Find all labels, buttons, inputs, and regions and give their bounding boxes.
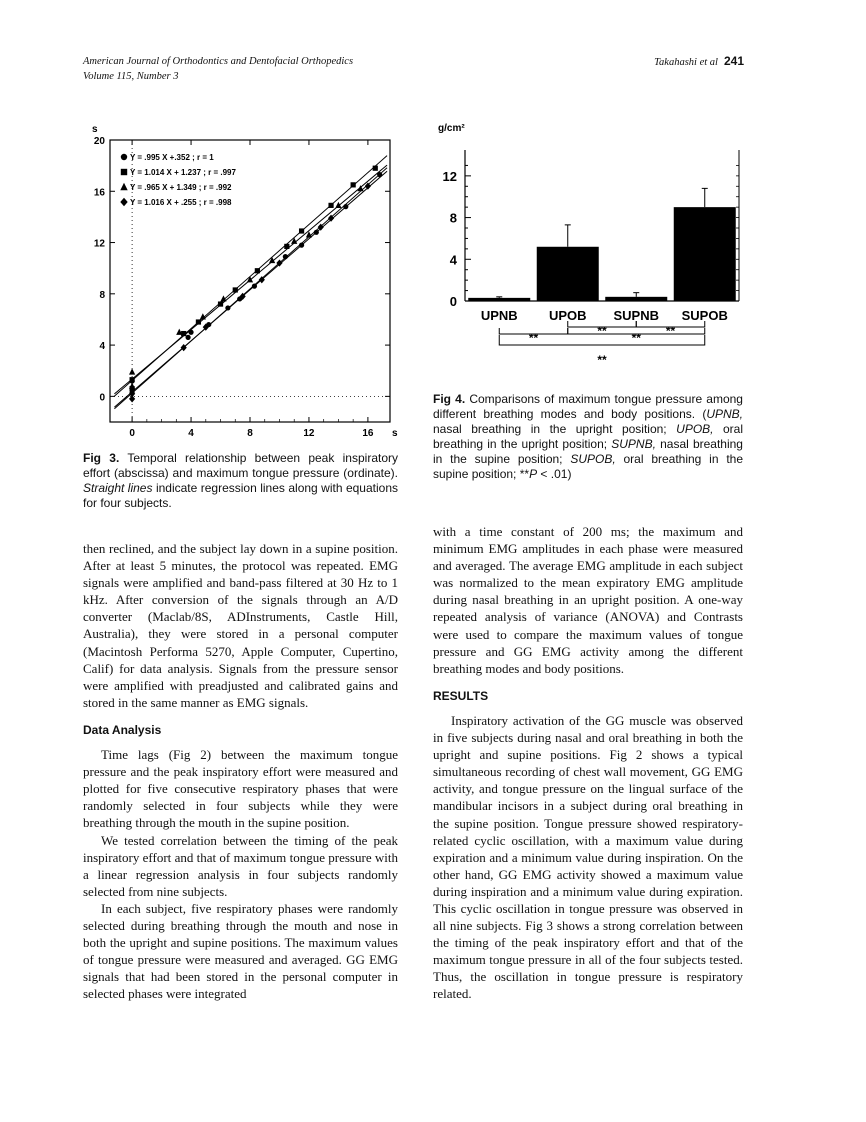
bar-upnb	[468, 298, 530, 301]
x-tick-label: 8	[247, 428, 253, 439]
significance-label: **	[597, 353, 607, 367]
data-point-circle	[299, 243, 304, 248]
legend-marker-square	[121, 169, 127, 175]
data-point-square	[284, 244, 289, 249]
body-left-paragraph-3: We tested correlation between the timing of the peak inspiratory effort and that of maximum tongue pressure with a linear regression analysis in four subjects randomly selected from nine subjects.	[83, 832, 398, 899]
fig3-caption	[83, 451, 398, 511]
significance-label: **	[528, 331, 539, 345]
fig4-label: Fig 4.	[433, 392, 466, 406]
data-point-triangle	[129, 368, 135, 374]
body-column-left	[83, 540, 398, 1002]
legend-entry: Y = .995 X +.352 ; r = 1	[130, 153, 214, 162]
bar-upob	[537, 247, 599, 301]
page-number: 241	[723, 54, 744, 68]
significance-label: **	[597, 324, 607, 338]
data-point-circle	[188, 330, 193, 335]
y-axis-label: g/cm²	[438, 123, 465, 134]
author-names: Takahashi et al	[654, 57, 718, 68]
running-header-journal	[83, 54, 353, 84]
body-left-paragraph-1: then reclined, and the subject lay down in a supine position. After at least 5 minutes, the protocol was repeated. EMG signals were amplified and band-pass filtered at 30 Hz to 1 kHz. After conversion of the signals through an A/D converter (Maclab/8S, ADInstruments, Castle Hill, Australia), they were stored in a personal computer (Macintosh Performa 5270, Apple Computer, Cupertino, Calif) for data analysis. Signals from the pressure sensor were amplified with preadjusted and calibrated gains and stored in the same manner as EMG signals.	[83, 541, 398, 710]
data-point-square	[255, 268, 260, 273]
category-label-upob: UPOB	[548, 308, 587, 323]
data-point-circle	[314, 230, 319, 235]
fig4-caption-text-4: nasal breathing in the supine position;	[433, 437, 743, 466]
body-left-paragraph-4: In each subject, five respiratory phases were randomly selected during breathing through the mouth and nose in both the upright and supine positions. The maximum values of tongue pressure were measured and averaged. GG EMG signals that had been stored in the personal computer in selected phases were integrated	[83, 900, 398, 1002]
y-tick-label: 8	[99, 289, 105, 301]
fig4-caption-text-5: oral breathing in the supine position; **	[433, 452, 743, 481]
data-point-square	[373, 166, 378, 171]
y-tick-label: 12	[93, 238, 105, 250]
data-point-circle	[343, 204, 348, 209]
data-point-square	[351, 182, 356, 187]
fig4-term-supnb: SUPNB,	[611, 437, 656, 451]
data-point-circle	[225, 305, 230, 310]
section-heading-results: RESULTS	[433, 688, 489, 703]
body-right-paragraph-2: Inspiratory activation of the GG muscle was observed in five subjects during nasal and oral breathing in both the upright and supine positions. Fig 2 shows a typical simultaneous recording of chest wall movement, GG EMG activity, and tongue pressure on the lingual surface of the mandibular incisors in a subject during oral breathing in the supine position. Tongue pressure showed respiratory-related cyclic oscillation, with a maximum value during expiration and a minimum value during inspiration. On the other hand, GG EMG activity showed a maximum value during inspiration and a minimum value during expiration. This cyclic oscillation in tongue pressure was observed in all nine subjects. Fig 3 shows a strong correlation between the timing of the peak inspiratory effort and that of the maximum tongue pressure in all of the four subjects tested. Thus, the oscillation in tongue pressure is respiratory related.	[433, 712, 743, 1002]
fig4-term-upob: UPOB,	[676, 422, 714, 436]
significance-label: **	[631, 331, 641, 345]
y-tick-label: 12	[442, 168, 457, 184]
bar-supnb	[605, 297, 667, 301]
legend-marker-diamond	[120, 198, 127, 206]
x-tick-label: 4	[188, 428, 194, 439]
x-tick-label: 0	[129, 428, 135, 439]
journal-title: American Journal of Orthodontics and Dentofacial Orthopedics	[83, 56, 354, 67]
fig4-bar-chart	[425, 115, 755, 385]
fig3-label: Fig 3.	[83, 451, 120, 465]
legend-entry: Y = 1.016 X + .255 ; r = .998	[130, 198, 232, 207]
y-tick-label: 8	[449, 210, 457, 226]
significance-label: **	[665, 324, 676, 338]
x-tick-label: 12	[303, 428, 315, 439]
fig4-caption-text-2: nasal breathing in the upright position;	[433, 422, 677, 436]
journal-volume: Volume 115, Number 3	[83, 71, 179, 82]
y-tick-label: 20	[93, 136, 105, 147]
running-header-author	[654, 54, 744, 70]
data-point-square	[130, 377, 135, 382]
fig4-term-upnb: UPNB,	[706, 407, 743, 421]
legend-marker-circle	[121, 154, 127, 160]
fig4-caption-text-1: Comparisons of maximum tongue pressure among different breathing modes and body positions. (	[433, 392, 743, 421]
data-point-circle	[377, 172, 382, 177]
data-point-triangle	[129, 383, 135, 389]
section-heading-data-analysis: Data Analysis	[83, 722, 162, 737]
y-tick-label: 4	[449, 252, 457, 268]
fig4-caption-text-3: oral breathing in the upright position;	[433, 422, 744, 451]
data-point-triangle	[335, 202, 341, 208]
category-label-supnb: SUPNB	[613, 308, 660, 323]
data-point-square	[299, 228, 304, 233]
y-tick-label: 0	[99, 392, 105, 404]
data-point-circle	[186, 335, 191, 340]
body-left-paragraph-2: Time lags (Fig 2) between the maximum tongue pressure and the peak inspiratory effort were measured and plotted for five consecutive respiratory phases that were randomly selected in four subjects while they were breathing through the mouth in the supine position.	[83, 747, 398, 831]
y-axis-label: s	[92, 124, 98, 135]
fig4-caption	[433, 392, 743, 482]
fig4-term-supob: SUPOB,	[570, 452, 616, 466]
fig4-term-p: P	[529, 467, 538, 481]
data-point-triangle	[247, 276, 253, 282]
y-tick-label: 4	[99, 341, 105, 353]
data-point-square	[181, 331, 186, 336]
fig4-caption-text-6: < .01)	[537, 467, 572, 481]
data-point-square	[328, 203, 333, 208]
fig3-caption-italic: Straight lines	[83, 481, 153, 495]
x-axis-label: s	[392, 428, 398, 439]
legend-entry: Y = .965 X + 1.349 ; r = .992	[130, 183, 232, 192]
data-point-circle	[283, 254, 288, 259]
category-label-supob: SUPOB	[681, 308, 728, 323]
legend-marker-triangle	[120, 183, 127, 190]
data-point-square	[196, 319, 201, 324]
fig3-caption-text-2: indicate regression lines along with equations for four subjects.	[83, 481, 398, 510]
data-point-square	[218, 301, 223, 306]
body-column-right	[433, 523, 743, 1003]
fig3-scatter-chart	[80, 115, 400, 445]
legend-entry: Y = 1.014 X + 1.237 ; r = .997	[130, 168, 236, 177]
bar-supob	[674, 207, 736, 301]
x-tick-label: 16	[362, 428, 374, 439]
data-point-square	[233, 287, 238, 292]
y-tick-label: 0	[449, 294, 457, 309]
category-label-upnb: UPNB	[480, 308, 518, 323]
y-tick-label: 16	[93, 187, 105, 199]
data-point-circle	[252, 284, 257, 289]
fig3-caption-text-1: Temporal relationship between peak inspiratory effort (abscissa) and maximum tongue pressure (ordinate).	[83, 451, 398, 480]
body-right-paragraph-1: with a time constant of 200 ms; the maximum and minimum EMG amplitudes in each phase were measured and averaged. The average EMG amplitude in each subject was normalized to the mean expiratory EMG amplitude during nasal breathing in an upright position. A one-way repeated analysis of variance (ANOVA) and Contrasts were used to compare the maximum values of tongue pressure and GG EMG activity among the different breathing modes and body positions.	[433, 524, 743, 676]
